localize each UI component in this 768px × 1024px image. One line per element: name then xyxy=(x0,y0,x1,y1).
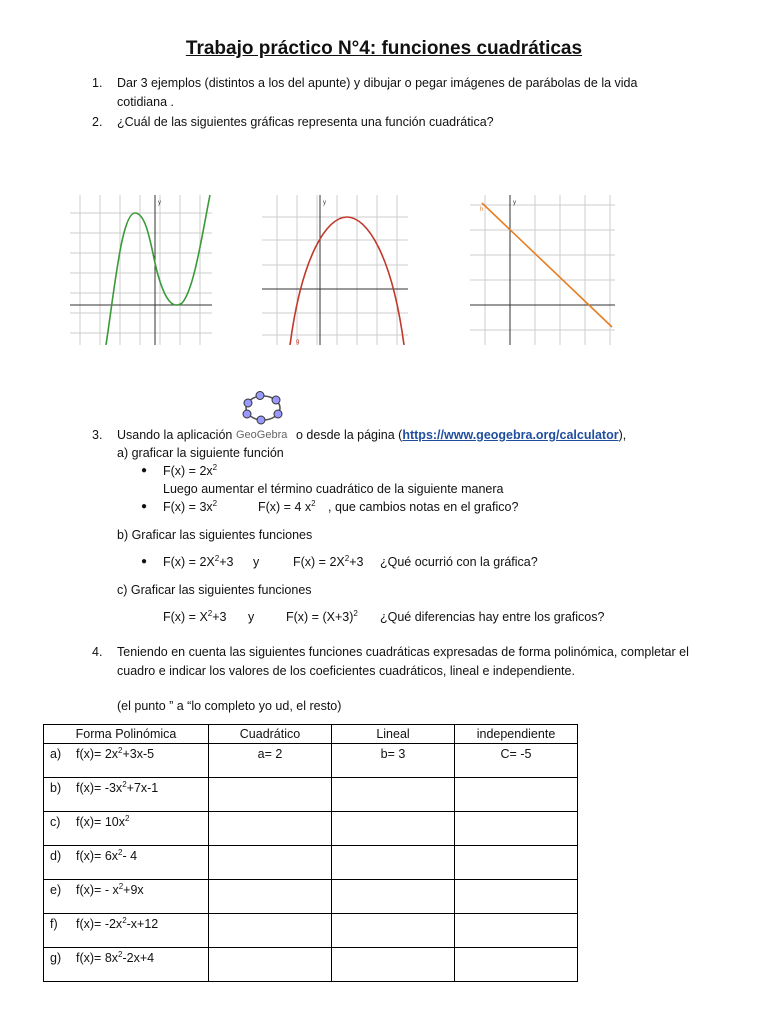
header-forma-polinomica: Forma Polinómica xyxy=(44,725,209,744)
geogebra-calculator-link[interactable]: https://www.geogebra.org/calculator xyxy=(402,428,619,442)
header-independiente: independiente xyxy=(455,725,578,744)
cell-independiente[interactable]: C= -5 xyxy=(455,744,578,778)
q3-number: 3. xyxy=(92,428,103,442)
cell-independiente[interactable] xyxy=(455,778,578,812)
header-lineal: Lineal xyxy=(332,725,455,744)
polynomial-exponent: 2 xyxy=(118,950,123,959)
polynomial-exponent: 2 xyxy=(118,882,124,891)
cell-polynomial xyxy=(44,812,209,846)
polynomial-pre: f(x)= 10x xyxy=(76,815,125,829)
q4-text-line1: Teniendo en cuenta las siguientes funciones cuadráticas expresadas de forma polinómica, completar el xyxy=(117,645,689,659)
cell-polynomial xyxy=(44,778,209,812)
cell-cuadratico[interactable] xyxy=(209,880,332,914)
q3c-question: ¿Qué diferencias hay entre los graficos? xyxy=(380,610,605,624)
axis-y-label: y xyxy=(323,200,326,206)
q3-intro-pre: Usando la aplicación xyxy=(117,428,233,442)
cell-cuadratico[interactable] xyxy=(209,948,332,982)
q3a-function-1: $F(x) = 2x^2$ xyxy=(163,463,218,478)
graph3-label: h xyxy=(480,207,484,213)
q3b-conjunction: y xyxy=(253,555,260,569)
graph2-label: g xyxy=(296,339,300,345)
polynomial-exponent: 2 xyxy=(118,746,123,755)
q3a-function-3: F(x) = 4 $x^2$ xyxy=(258,499,316,514)
q4-text-line2: cuadro e indicar los valores de los coeficientes cuadráticos, lineal e independiente. xyxy=(117,664,575,678)
q3c-title: c) Graficar las siguientes funciones xyxy=(117,583,312,597)
coefficients-table xyxy=(43,724,578,982)
q4-note: (el punto ” a “lo completo yo ud, el resto) xyxy=(117,699,342,713)
q3a-function-2: $F(x) = 3x^2$ xyxy=(163,499,218,514)
row-label: g) xyxy=(50,951,62,965)
q3b-title: b) Graficar las siguientes funciones xyxy=(117,528,313,542)
table-row xyxy=(44,812,578,846)
polynomial-pre: f(x)= -3x xyxy=(76,781,123,795)
polynomial-post: +3x-5 xyxy=(122,747,155,761)
graph-cubic xyxy=(70,195,212,345)
cell-independiente[interactable] xyxy=(455,948,578,982)
header-cuadratico: Cuadrático xyxy=(209,725,332,744)
graph-grid xyxy=(470,195,615,345)
row-label: c) xyxy=(50,815,61,829)
cell-lineal[interactable]: b= 3 xyxy=(332,744,455,778)
polynomial-pre: f(x)= 2x xyxy=(76,747,119,761)
cell-lineal[interactable] xyxy=(332,812,455,846)
cell-independiente[interactable] xyxy=(455,914,578,948)
polynomial-exponent: 2 xyxy=(124,814,130,823)
q2-number: 2. xyxy=(92,115,103,129)
polynomial-exponent: 2 xyxy=(122,916,127,925)
table-row xyxy=(44,914,578,948)
cell-polynomial xyxy=(44,744,209,778)
table-row xyxy=(44,846,578,880)
cell-independiente[interactable] xyxy=(455,880,578,914)
geogebra-logo xyxy=(236,389,298,441)
linear-line xyxy=(482,203,612,327)
cell-lineal[interactable] xyxy=(332,880,455,914)
cell-cuadratico[interactable] xyxy=(209,778,332,812)
q3c-conjunction: y xyxy=(248,610,255,624)
graph-grid xyxy=(262,195,408,345)
graph-parabola xyxy=(262,195,408,345)
polynomial-exponent: 2 xyxy=(118,848,123,857)
q3a-note: Luego aumentar el término cuadrático de la siguiente manera xyxy=(163,482,504,496)
q3a-question: , que cambios notas en el grafico? xyxy=(328,500,519,514)
polynomial-pre: f(x)= - x xyxy=(76,883,119,897)
cell-cuadratico[interactable] xyxy=(209,914,332,948)
q1-text-line1: Dar 3 ejemplos (distintos a los del apunte) y dibujar o pegar imágenes de parábolas de la vida xyxy=(117,76,638,90)
polynomial-post: +9x xyxy=(123,883,144,897)
polynomial-post: - 4 xyxy=(122,849,138,863)
table-row xyxy=(44,744,578,778)
bullet: ● xyxy=(141,556,148,567)
cell-polynomial xyxy=(44,846,209,880)
page-title: Trabajo práctico N°4: funciones cuadráticas xyxy=(185,38,583,59)
cell-cuadratico[interactable]: a= 2 xyxy=(209,744,332,778)
q4-number: 4. xyxy=(92,645,103,659)
cell-lineal[interactable] xyxy=(332,778,455,812)
table-header-row xyxy=(44,725,578,744)
row-label: f) xyxy=(50,917,58,931)
cell-independiente[interactable] xyxy=(455,812,578,846)
polynomial-pre: f(x)= 6x xyxy=(76,849,119,863)
polynomial-pre: f(x)= 8x xyxy=(76,951,119,965)
q3b-question: ¿Qué ocurrió con la gráfica? xyxy=(380,555,538,569)
bullet: ● xyxy=(141,501,148,512)
q3-intro-post: ), xyxy=(618,428,627,442)
q3b-function-2: $F(x) = 2X^2+3$ xyxy=(293,554,364,569)
polynomial-pre: f(x)= -2x xyxy=(76,917,123,931)
polynomial-post: -x+12 xyxy=(126,917,159,931)
polynomial-post: +7x-1 xyxy=(126,781,159,795)
q1-number: 1. xyxy=(92,76,103,90)
cell-polynomial xyxy=(44,914,209,948)
cell-independiente[interactable] xyxy=(455,846,578,880)
row-label: b) xyxy=(50,781,62,795)
q3-intro-line xyxy=(296,428,626,442)
row-label: a) xyxy=(50,747,62,761)
q3c-function-1: $F(x) = X^2+3$ xyxy=(163,609,227,624)
graph-line xyxy=(470,195,615,345)
bullet: ● xyxy=(141,465,148,476)
table-row xyxy=(44,948,578,982)
cell-lineal[interactable] xyxy=(332,914,455,948)
geogebra-logo-text: GeoGebra xyxy=(236,429,288,441)
cell-lineal[interactable] xyxy=(332,948,455,982)
q1-text-line2: cotidiana . xyxy=(117,95,174,109)
q3b-function-1: $F(x) = 2X^2+3$ xyxy=(163,554,234,569)
cell-polynomial xyxy=(44,948,209,982)
axis-y-label: y xyxy=(513,200,516,206)
q3a-title: a) graficar la siguiente función xyxy=(117,446,284,460)
cell-cuadratico[interactable] xyxy=(209,846,332,880)
axis-y-label: y xyxy=(158,200,161,206)
polynomial-post: -2x+4 xyxy=(122,951,155,965)
row-label: d) xyxy=(50,849,62,863)
table-row xyxy=(44,778,578,812)
cell-lineal[interactable] xyxy=(332,846,455,880)
cubic-curve xyxy=(106,195,210,345)
parabola-curve xyxy=(290,217,404,345)
row-label: e) xyxy=(50,883,62,897)
cell-polynomial xyxy=(44,880,209,914)
q3-intro-mid: o desde la página ( xyxy=(296,428,403,442)
table-row xyxy=(44,880,578,914)
q3c-function-2: $F(x) = (X+3)^2$ xyxy=(286,609,358,624)
polynomial-exponent: 2 xyxy=(122,780,127,789)
graph1-label: f xyxy=(106,337,108,343)
cell-cuadratico[interactable] xyxy=(209,812,332,846)
q2-text: ¿Cuál de las siguientes gráficas representa una función cuadrática? xyxy=(117,115,494,129)
